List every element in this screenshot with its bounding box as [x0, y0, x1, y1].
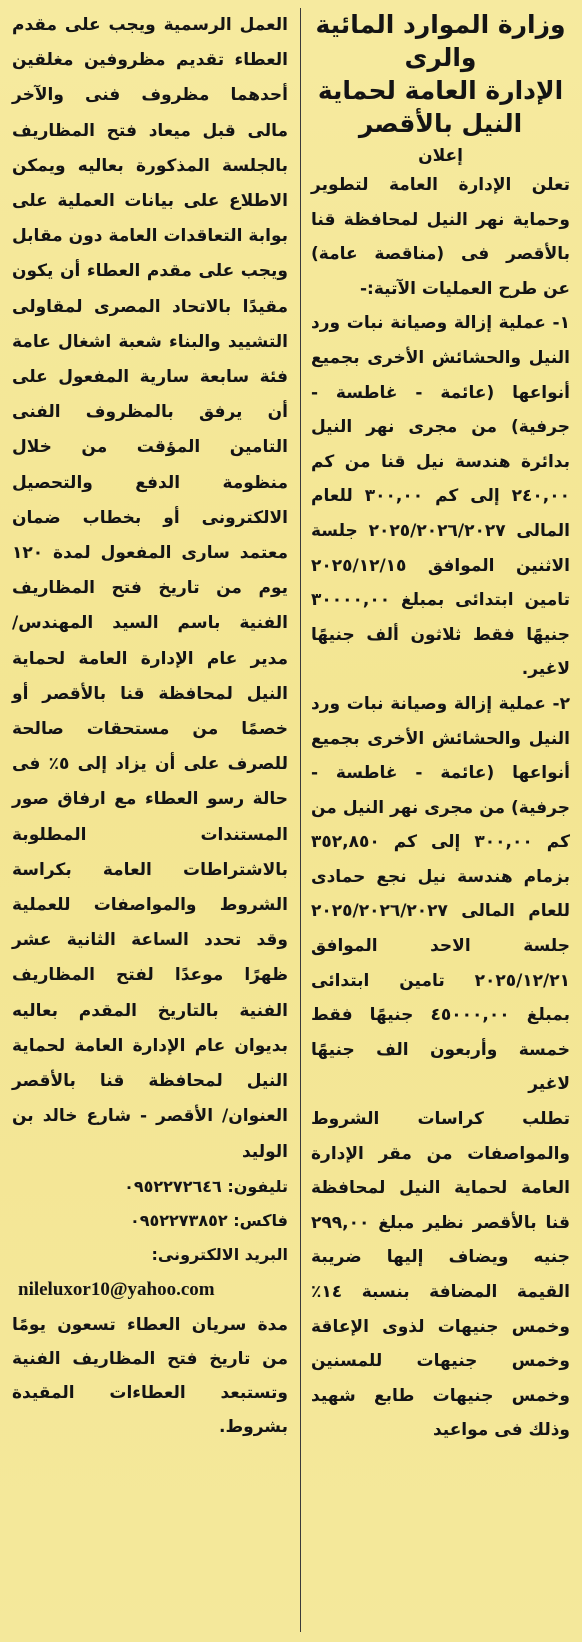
email-label: البريد الالكترونى: [151, 1244, 288, 1264]
email-address: nileluxor10@yahoo.com [18, 1278, 215, 1300]
ministry-title: وزارة الموارد المائية والرى الإدارة العامة لحماية النيل بالأقصر [315, 10, 566, 138]
intro-paragraph: تعلن الإدارة العامة لتطوير وحماية نهر النيل لمحافظة قنا بالأقصر فى (مناقصة عامة) عن طرح العمليات الآتية:- [311, 175, 570, 299]
right-column-body [311, 168, 570, 1448]
conditions-paragraph: تطلب كراسات الشروط والمواصفات من مقر الإدارة العامة لحماية النيل لمحافظة قنا بالأقصر نظير مبلغ ٢٩٩,٠٠ جنيه ويضاف إليها ضريبة القيمة المضافة بنسبة ١٤٪ وخمس جنيهات لذوى الإعاقة وخمس جنيهات للمسنين وخمس جنيهات طابع شهيد وذلك فى مواعيد [311, 1109, 570, 1441]
requirements-paragraph: العمل الرسمية ويجب على مقدم العطاء تقديم مظروفين مغلقين أحدهما مظروف فنى والآخر مالى قبل ميعاد فتح المظاريف بالجلسة المذكورة بعاليه ويمكن الاطلاع على بيانات العملية على بوابة التعاقدات العامة دون مقابل ويجب على مقدم العطاء أن يكون مقيدًا بالاتحاد المصرى لمقاولى التشييد والبناء شعبة اشغال عامة فئة سابعة سارية المفعول على أن يرفق بالمظروف الفنى التامين المؤقت من خلال منظومة الدفع والتحصيل الالكترونى أو بخطاب ضمان معتمد سارى المفعول لمدة ١٢٠ يوم من تاريخ فتح المظاريف الفنية باسم السيد المهندس/ مدير عام الإدارة العامة لحماية النيل لمحافظة قنا بالأقصر أو خصمًا من مستحقات صالحة للصرف على أن يزاد إلى ٥٪ فى حالة رسو العطاء مع ارفاق صور المستندات المطلوبة بالاشتراطات العامة بكراسة الشروط والمواصفات للعملية وقد تحدد الساعة الثانية عشر ظهرًا موعدًا لفتح المظاريف الفنية بالتاريخ المقدم بعاليه بديوان عام الإدارة العامة لحماية النيل لمحافظة قنا بالأقصر العنوان/ الأقصر - شارع خالد بن الوليد [12, 15, 289, 1162]
closing-paragraph: مدة سريان العطاء تسعون يومًا من تاريخ فتح المظاريف الفنية وتستبعد العطاءات المقيدة بشروط. [12, 1314, 288, 1437]
left-column-body [12, 8, 288, 1170]
announcement-label: إعلان [418, 146, 463, 166]
right-column [300, 8, 570, 1632]
left-column [12, 8, 300, 1632]
fax-line [12, 1204, 288, 1238]
phone-line [12, 1170, 288, 1204]
phone-number: تليفون: ٠٩٥٢٢٧٢٦٤٦ [124, 1176, 288, 1196]
fax-number: فاكس: ٠٩٥٢٢٧٣٨٥٢ [129, 1210, 288, 1230]
tender-item-2: ٢- عملية إزالة وصيانة نبات ورد النيل والحشائش الأخرى بجميع أنواعها (عائمة - غاطسة - جرفية) من مجرى نهر النيل من كم ٣٠٠,٠٠ إلى كم ٣٥٢,٨٥٠ بزمام هندسة نيل نجع حمادى للعام المالى ٢٠٢٥/٢٠٢٦/٢٠٢٧ جلسة الاحد الموافق ٢٠٢٥/١٢/٢١ تامين ابتدائى بمبلغ ٤٥٠٠٠,٠٠ جنيهًا فقط خمسة وأربعون الف جنيهًا لاغير [311, 693, 570, 1095]
tender-item-1: ١- عملية إزالة وصيانة نبات ورد النيل والحشائش الأخرى بجميع أنواعها (عائمة - غاطسة - جرفية) من مجرى نهر النيل بدائرة هندسة نيل قنا من كم ٢٤٠,٠٠ إلى كم ٣٠٠,٠٠ للعام المالى ٢٠٢٥/٢٠٢٦/٢٠٢٧ جلسة الاثنين الموافق ٢٠٢٥/١٢/١٥ تامين ابتدائى بمبلغ ٣٠٠٠٠,٠٠ جنيهًا فقط ثلاثون ألف جنيهًا لاغير. [311, 313, 570, 680]
